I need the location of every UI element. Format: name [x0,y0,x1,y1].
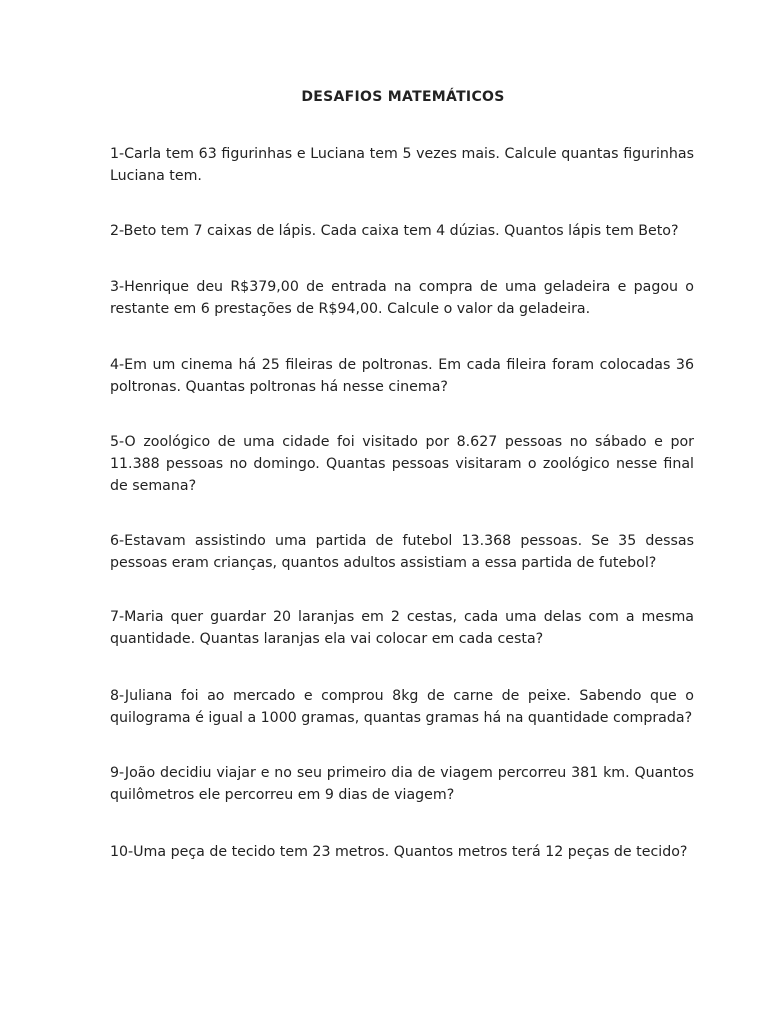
question-9: 9-João decidiu viajar e no seu primeiro dia de viagem percorreu 381 km. Quantos quilômetros ele percorreu em 9 dias de viagem? [110,765,694,803]
question-2: 2-Beto tem 7 caixas de lápis. Cada caixa tem 4 dúzias. Quantos lápis tem Beto? [110,223,679,239]
question-5: 5-O zoológico de uma cidade foi visitado por 8.627 pessoas no sábado e por 11.388 pessoas no domingo. Quantas pessoas visitaram o zoológico nesse final de semana? [110,434,694,494]
question-8: 8-Juliana foi ao mercado e comprou 8kg de carne de peixe. Sabendo que o quilograma é igual a 1000 gramas, quantas gramas há na quantidade comprada? [110,688,694,726]
question-4: 4-Em um cinema há 25 fileiras de poltronas. Em cada fileira foram colocadas 36 poltronas. Quantas poltronas há nesse cinema? [110,357,694,395]
question-6: 6-Estavam assistindo uma partida de futebol 13.368 pessoas. Se 35 dessas pessoas eram crianças, quantos adultos assistiam a essa partida de futebol? [110,533,694,571]
question-10: 10-Uma peça de tecido tem 23 metros. Quantos metros terá 12 peças de tecido? [110,844,688,860]
page-title: DESAFIOS MATEMÁTICOS [301,89,505,105]
question-1: 1-Carla tem 63 figurinhas e Luciana tem 5 vezes mais. Calcule quantas figurinhas Luciana tem. [110,146,694,184]
question-3: 3-Henrique deu R$379,00 de entrada na compra de uma geladeira e pagou o restante em 6 prestações de R$94,00. Calcule o valor da geladeira. [110,279,694,317]
question-7: 7-Maria quer guardar 20 laranjas em 2 cestas, cada uma delas com a mesma quantidade. Quantas laranjas ela vai colocar em cada cesta? [110,609,694,647]
